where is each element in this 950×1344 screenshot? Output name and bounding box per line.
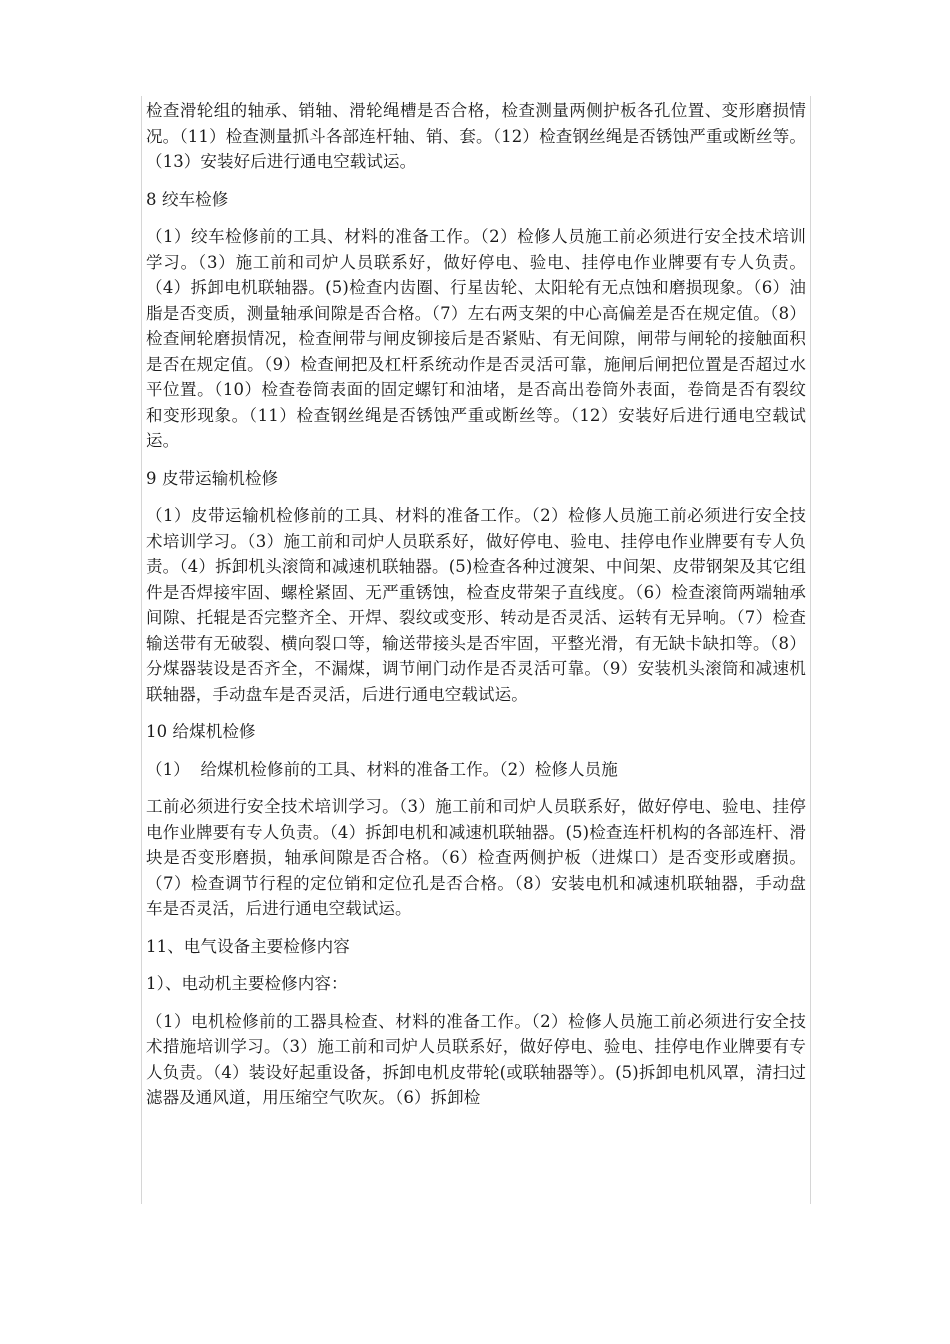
subsection-heading-motor: 1）、电动机主要检修内容： — [146, 974, 348, 993]
paragraph-motor-repair: （1）电机检修前的工器具检查、材料的准备工作。（2）检修人员施工前必须进行安全技术措施培训学习。（3）施工前和司炉人员联系好，做好停电、验电、挂停电作业牌要有专人负责。（4）装设好起重设备，拆卸电机皮带轮(或联轴器等）。(5)拆卸电机风罩，清扫过滤器及通风道，用压缩空气吹灰。（6）拆卸检 — [146, 1011, 806, 1107]
paragraph-belt-conveyor-repair: （1）皮带运输机检修前的工具、材料的准备工作。（2）检修人员施工前必须进行安全技术培训学习。（3）施工前和司炉人员联系好，做好停电、验电、挂停电作业牌要有专人负责。（4）拆卸机头滚筒和减速机联轴器。(5)检查各种过渡架、中间架、皮带钢架及其它组件是否焊接牢固、螺栓紧固、无严重锈蚀，检查皮带架子直线度。（6）检查滚筒两端轴承间隙、托辊是否完整齐全、开焊、裂纹或变形、转动是否灵活、运转有无异响。（7）检查输送带有无破裂、横向裂口等，输送带接头是否牢固，平整光滑，有无缺卡缺扣等。（8）分煤器装设是否齐全，不漏煤，调节闸门动作是否灵活可靠。（9）安装机头滚筒和减速机联轴器，手动盘车是否灵活，后进行通电空载试运。 — [146, 506, 806, 704]
document-content — [142, 96, 810, 1111]
section-heading-coal-feeder: 10 给煤机检修 — [146, 722, 256, 741]
section-heading-belt-conveyor: 9 皮带运输机检修 — [146, 468, 279, 488]
document-page — [141, 96, 811, 1204]
paragraph-coal-feeder-repair: 工前必须进行安全技术培训学习。（3）施工前和司炉人员联系好，做好停电、验电、挂停电作业牌要有专人负责。（4）拆卸电机和减速机联轴器。(5)检查连杆机构的各部连杆、滑块是否变形磨损，轴承间隙是否合格。（6）检查两侧护板（进煤口）是否变形或磨损。（7）检查调节行程的定位销和定位孔是否合格。（8）安装电机和减速机联轴器，手动盘车是否灵活，后进行通电空载试运。 — [146, 797, 806, 918]
paragraph-coal-feeder-intro: （1） 给煤机检修前的工具、材料的准备工作。（2）检修人员施 — [146, 759, 618, 779]
paragraph-winch-repair: （1）绞车检修前的工具、材料的准备工作。（2）检修人员施工前必须进行安全技术培训学习。（3）施工前和司炉人员联系好，做好停电、验电、挂停电作业牌要有专人负责。（4）拆卸电机联轴器。(5)检查内齿圈、行星齿轮、太阳轮有无点蚀和磨损现象。（6）油脂是否变质，测量轴承间隙是否合格。（7）左右两支架的中心高偏差是否在规定值。（8）检查闸轮磨损情况，检查闸带与闸皮铆接后是否紧贴、有无间隙，闸带与闸轮的接触面积是否在规定值。（9）检查闸把及杠杆系统动作是否灵活可靠，施闸后闸把位置是否超过水平位置。（10）检查卷筒表面的固定螺钉和油堵，是否高出卷筒外表面，卷筒是否有裂纹和变形现象。（11）检查钢丝绳是否锈蚀严重或断丝等。（12）安装好后进行通电空载试运。 — [146, 227, 806, 450]
section-heading-winch: 8 绞车检修 — [146, 189, 229, 209]
section-heading-electrical-equipment: 11、电气设备主要检修内容 — [146, 936, 350, 956]
paragraph-grab-bucket-continued: 检查滑轮组的轴承、销轴、滑轮绳槽是否合格，检查测量两侧护板各孔位置、变形磨损情况。（11）检查测量抓斗各部连杆轴、销、套。（12）检查钢丝绳是否锈蚀严重或断丝等。（13）安装好后进行通电空载试运。 — [146, 101, 806, 171]
